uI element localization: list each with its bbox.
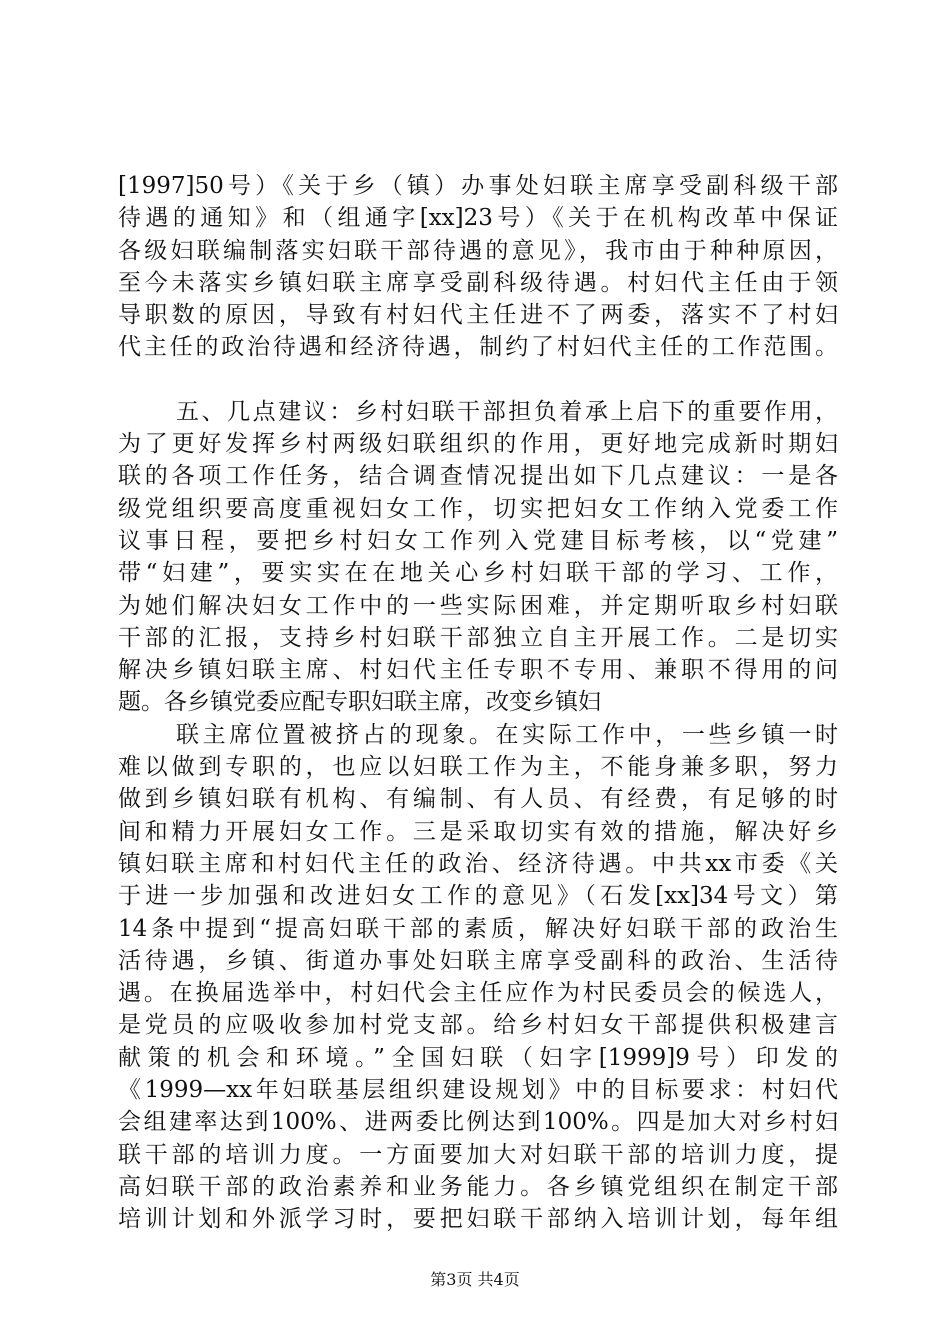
- text-line: 联主席位置被挤占的现象。在实际工作中，一些乡镇一时: [176, 721, 838, 748]
- text-line: 议事日程，要把乡村妇女工作列入党建目标考核，以“党建”: [118, 527, 838, 554]
- text-line: 间和精力开展妇女工作。三是采取切实有效的措施，解决好乡: [118, 818, 838, 845]
- text-line: 导职数的原因，导致有村妇代主任进不了两委，落实不了村妇: [118, 302, 838, 329]
- text-line: 待遇的通知》和（组通字[xx]23号）《关于在机构改革中保证: [118, 205, 838, 232]
- text-line: 干部的汇报，支持乡村妇联干部独立自主开展工作。二是切实: [118, 624, 838, 651]
- paragraph-1: [118, 170, 838, 364]
- text-line: 遇。在换届选举中，村妇代会主任应作为村民委员会的候选人，: [118, 980, 838, 1007]
- text-line: 是党员的应吸收参加村党支部。给乡村妇女干部提供积极建言: [118, 1012, 838, 1039]
- document-body: [118, 170, 838, 1236]
- text-line: [1997]50号）《关于乡（镇）办事处妇联主席享受副科级干部: [118, 173, 838, 199]
- text-line: 于进一步加强和改进妇女工作的意见》（石发[xx]34号文）第: [118, 883, 838, 910]
- text-line: 至今未落实乡镇妇联主席享受副科级待遇。村妇代主任由于领: [118, 269, 838, 296]
- text-line: 级党组织要高度重视妇女工作，切实把妇女工作纳入党委工作: [118, 495, 838, 522]
- text-line: 《1999—xx年妇联基层组织建设规划》中的目标要求：村妇代: [118, 1077, 838, 1104]
- text-line: 会组建率达到100%、进两委比例达到100%。四是加大对乡村妇: [118, 1109, 838, 1136]
- text-line: 带“妇建”，要实实在在地关心乡村妇联干部的学习、工作，: [118, 560, 838, 587]
- text-line: 解决乡镇妇联主席、村妇代主任专职不专用、兼职不得用的问: [118, 657, 838, 684]
- text-line: 难以做到专职的，也应以妇联工作为主，不能身兼多职，努力: [118, 754, 838, 781]
- text-line: 14条中提到“提高妇联干部的素质，解决好妇联干部的政治生: [118, 915, 838, 942]
- paragraph-3: [118, 719, 838, 1236]
- text-line: 活待遇，乡镇、街道办事处妇联主席享受副科的政治、生活待: [118, 947, 838, 974]
- page-number-footer: 第3页 共4页: [430, 1270, 520, 1289]
- text-line: 为了更好发挥乡村两级妇联组织的作用，更好地完成新时期妇: [118, 431, 838, 458]
- text-line: 联干部的培训力度。一方面要加大对妇联干部的培训力度，提: [118, 1141, 838, 1168]
- text-line: 高妇联干部的政治素养和业务能力。各乡镇党组织在制定干部: [118, 1173, 838, 1200]
- text-line: 各级妇联编制落实妇联干部待遇的意见》，我市由于种种原因，: [118, 237, 838, 264]
- text-line: 联的各项工作任务，结合调查情况提出如下几点建议：一是各: [118, 463, 838, 490]
- paragraph-gap: [118, 364, 838, 396]
- text-line: 代主任的政治待遇和经济待遇，制约了村妇代主任的工作范围。: [118, 334, 838, 361]
- text-line: 镇妇联主席和村妇代主任的政治、经济待遇。中共xx市委《关: [118, 850, 838, 877]
- text-line: 五、几点建议：乡村妇联干部担负着承上启下的重要作用，: [176, 398, 838, 425]
- text-line: 做到乡镇妇联有机构、有编制、有人员、有经费，有足够的时: [118, 786, 838, 813]
- text-line: 为她们解决妇女工作中的一些实际困难，并定期听取乡村妇联: [118, 592, 838, 619]
- text-line: 培训计划和外派学习时，要把妇联干部纳入培训计划，每年组: [118, 1206, 838, 1233]
- paragraph-2: [118, 396, 838, 719]
- text-line: 题。各乡镇党委应配专职妇联主席，改变乡镇妇: [118, 689, 601, 716]
- text-line: 献策的机会和环境。”全国妇联（妇字[1999]9号）印发的: [118, 1044, 838, 1071]
